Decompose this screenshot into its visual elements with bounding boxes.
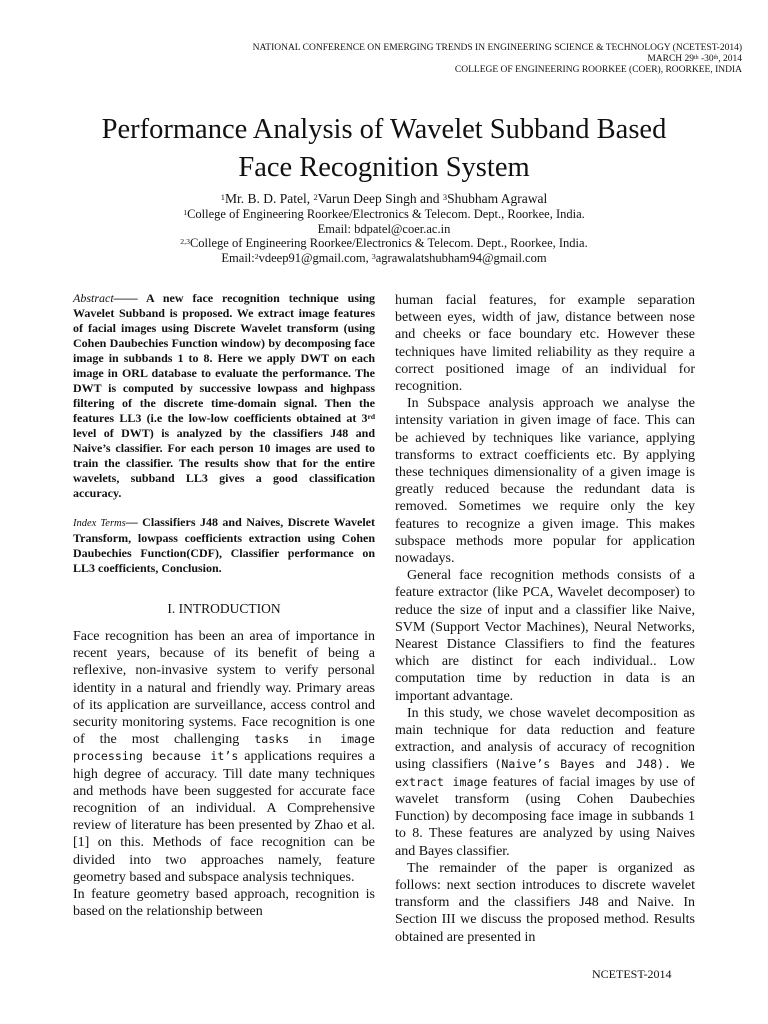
abstract-label: Abstract xyxy=(73,291,114,305)
affiliation-1 xyxy=(0,207,768,222)
right-paragraph-5: The remainder of the paper is organized as follows: next section introduces to discrete wavelet transform and the classifiers J48 and Naive. In Section III we discuss the proposed method. Results obtained are presented in xyxy=(395,860,695,945)
conference-year: , 2014 xyxy=(718,54,742,64)
right-column xyxy=(395,292,695,946)
index-terms-label: Index Terms xyxy=(73,518,126,529)
author-superscript: 1 xyxy=(220,193,225,203)
date-superscript: th xyxy=(694,54,699,61)
author-superscript: 2 xyxy=(313,193,318,203)
study-text-mono: (Naive’s Bayes and J48). We extract image xyxy=(395,757,695,789)
page-footer: NCETEST-2014 xyxy=(592,967,672,981)
intro-paragraph-2: In feature geometry based approach, recognition is based on the relationship between xyxy=(73,887,375,920)
conference-date-end: -30 xyxy=(698,54,714,64)
section-heading-introduction: I. INTRODUCTION xyxy=(167,601,281,616)
abstract xyxy=(73,291,375,501)
intro-paragraph-1 xyxy=(73,628,375,886)
left-column xyxy=(73,291,375,920)
author-2: Varun Deep Singh and xyxy=(317,191,443,206)
author-3: Shubham Agrawal xyxy=(447,191,548,206)
abstract-dash: —— xyxy=(113,291,146,305)
email-superscript: 2 xyxy=(254,252,259,262)
right-paragraph-4 xyxy=(395,705,695,860)
right-paragraph-1: human facial features, for example separation between eyes, width of jaw, distance between nose and cheeks or face boundary etc. However these techniques have limited reliability as they require a correct positioned image of an individual for recognition. xyxy=(395,293,695,395)
affiliation-superscript: 1 xyxy=(183,208,188,218)
author-1: Mr. B. D. Patel, xyxy=(224,191,314,206)
affiliation-2-text: College of Engineering Roorkee/Electronics & Telecom. Dept., Roorkee, India. xyxy=(189,236,588,250)
affiliation-2 xyxy=(0,236,768,251)
study-text-cont: features of facial images by use of wavelet transform (using Cohen Daubechies Function) by decomposing face image in subbands 1 to 8. These features are analyzed by using Naives and Bayes classifier. xyxy=(395,774,696,859)
running-header-line-3: COLLEGE OF ENGINEERING ROORKEE (COER), ROORKEE, INDIA xyxy=(454,65,742,75)
intro-text-mono: tasks in image processing because it’s xyxy=(73,732,375,764)
abstract-text: A new face recognition technique using Wavelet Subband is proposed. We extract image features of facial images using Discrete Wavelet transform (using Cohen Daubechies Function window) by decomposing face image in subbands 1 to 8. Here we apply DWT on each image in ORL database to evaluate the performance. The DWT is computed by successive lowpass and highpass filtering of the discrete time-domain signal. Then the features LL3 (i.e the low-low coefficients obtained at 3 xyxy=(73,291,375,425)
email-3: agrawalatshubham94@gmail.com xyxy=(375,251,547,265)
affiliation-2-email xyxy=(0,251,768,266)
paper-title-line-1: Performance Analysis of Wavelet Subband Based xyxy=(101,114,667,145)
email-superscript: 3 xyxy=(371,252,376,262)
index-terms-text: — Classifiers J48 and Naives, Discrete Wavelet Transform, lowpass coefficients extraction using Cohen Daubechies Function(CDF), Classifier performance on LL3 coefficients, Conclusion. xyxy=(73,515,376,575)
running-header-line-1: NATIONAL CONFERENCE ON EMERGING TRENDS IN ENGINEERING SCIENCE & TECHNOLOGY (NCETEST-2014) xyxy=(252,43,742,53)
abstract-superscript: rd xyxy=(367,412,375,422)
affiliation-1-text: College of Engineering Roorkee/Electronics & Telecom. Dept., Roorkee, India. xyxy=(187,207,585,221)
study-text: In this study, we chose wavelet decomposition as main technique for data reduction and feature extraction, and analysis of accuracy of recognition using classifiers xyxy=(395,705,695,773)
author-list xyxy=(0,191,768,206)
abstract-text-cont: level of DWT) is analyzed by the classifiers J48 and Naive’s classifier. For each person 10 images are used to train the classifier. The results show that for the entire wavelets, subband LL3 gives a good classification accuracy. xyxy=(73,426,375,500)
intro-text-cont: applications requires a high degree of accuracy. Till date many techniques and methods have been suggested for accurate face recognition of an individual. A Comprehensive review of literature has been presented by Zhao et al. [1] on this. Methods of face recognition can be divided into two approaches namely, feature geometry based and subspace analysis techniques. xyxy=(73,749,375,885)
author-superscript: 3 xyxy=(442,193,448,203)
conference-date-start: MARCH 29 xyxy=(647,54,695,64)
email-prefix: Email: xyxy=(221,251,255,265)
paper-title-line-2: Face Recognition System xyxy=(238,152,530,183)
email-2: vdeep91@gmail.com, xyxy=(258,251,372,265)
right-paragraph-2: In Subspace analysis approach we analyse the intensity variation in given image of face. This can be achieved by techniques like variance, applying transforms to extract coefficients etc. By applying these techniques dimensionality of a given image is greatly reduced because the redundant data is removed. Sometimes we require only the key features to recognize a given image. This makes subspace methods more popular for application nowadays. xyxy=(395,396,695,567)
affiliation-1-email: Email: bdpatel@coer.ac.in xyxy=(317,222,451,236)
date-superscript: th xyxy=(713,54,719,61)
index-terms xyxy=(73,515,375,576)
running-header-line-2 xyxy=(647,54,742,65)
right-paragraph-3: General face recognition methods consists of a feature extractor (like PCA, Wavelet decomposer) to reduce the size of input and a classifier like Naive, SVM (Support Vector Machines), Neural Networks, Nearest Distance Classifiers to find the features which are distinct for each individual.. Low computation time by reduction in data is an important advantage. xyxy=(395,568,695,704)
intro-text: Face recognition has been an area of importance in recent years, because of its benefit of being a reflexive, non-invasive system to verify personal identity in a natural and friendly way. Primary areas of its application are surveillance, access control and security monitoring systems. Face recognition is one of the most challenging xyxy=(73,629,375,748)
affiliation-superscript: 2,3 xyxy=(180,237,190,247)
